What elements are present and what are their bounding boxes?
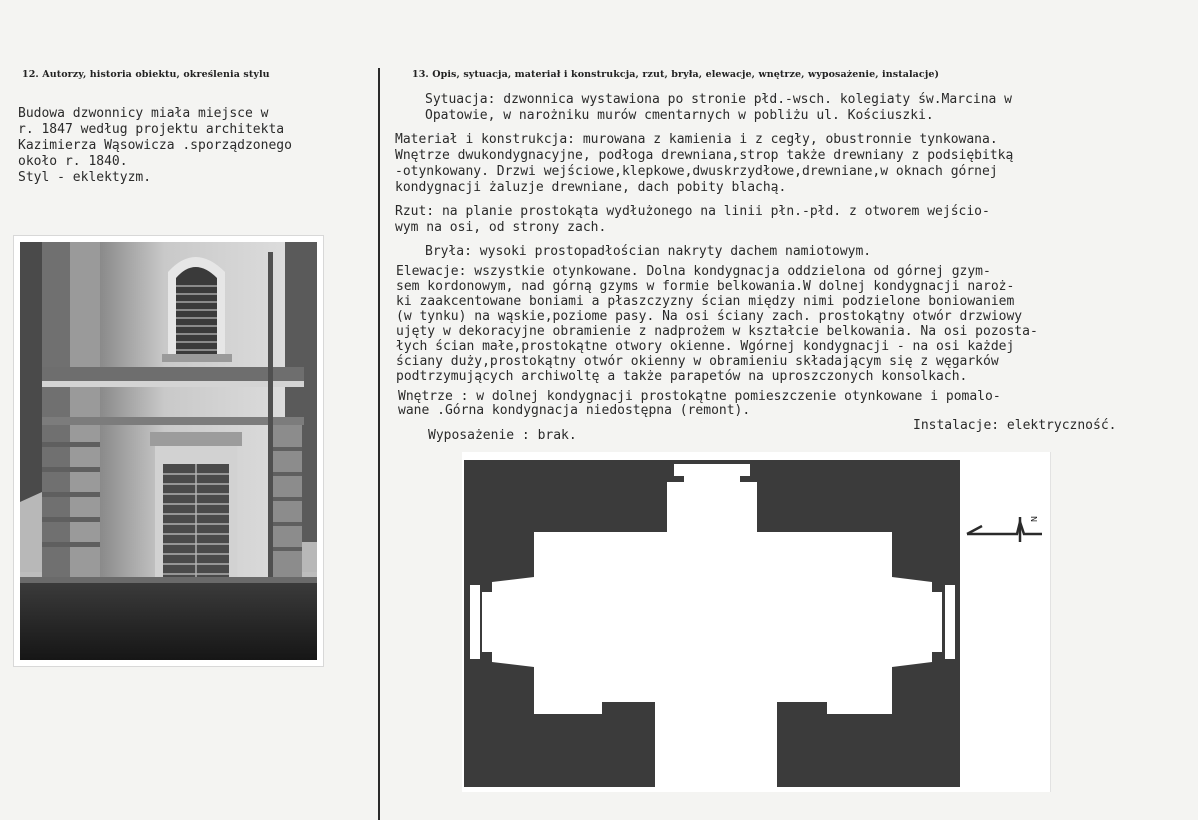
sytuacja-text — [425, 92, 1012, 124]
rzut-text — [395, 204, 990, 236]
text-line: ściany duży,prostokątny otwór okienny w obramieniu składającym się z węgarków — [396, 354, 999, 369]
text-line: Wnętrze dwukondygnacyjne, podłoga drewniana,strop także drewniany z podsiębitką — [395, 148, 1014, 163]
text-line: Sytuacja: dzwonnica wystawiona po stronie płd.-wsch. kolegiaty św.Marcina w — [425, 92, 1012, 107]
text-line: Bryła: wysoki prostopadłościan nakryty dachem namiotowym. — [425, 244, 872, 259]
column-divider — [378, 68, 380, 820]
text-line: Kazimierza Wąsowicza .sporządzonego — [18, 138, 292, 153]
text-line: Opatowie, w narożniku murów cmentarnych w pobliżu ul. Kościuszki. — [425, 108, 934, 123]
text-line: ujęty w dekoracyjne obramienie z nadprożem w kształcie belkowania. Na osi pozosta- — [396, 324, 1038, 339]
text-line: -otynkowany. Drzwi wejściowe,klepkowe,dwuskrzydłowe,drewniane,w oknach górnej — [395, 164, 998, 179]
plan-interior — [534, 532, 892, 714]
text-line: (w tynku) na wąskie,poziome pasy. Na osi ściany zach. prostokątny otwór drzwiowy — [396, 309, 1023, 324]
text-line: Rzut: na planie prostokąta wydłużonego na linii płn.-płd. z otworem wejścio- — [395, 204, 990, 219]
text-line: Elewacje: wszystkie otynkowane. Dolna kondygnacja oddzielona od górnej gzym- — [396, 264, 991, 279]
instalacje-text: Instalacje: elektryczność. — [913, 418, 1117, 433]
text-line: sem kordonowym, nad górną gzyms w formie belkowania.W dolnej kondygnacji naroż- — [396, 279, 1015, 294]
section-heading-12: 12. Autorzy, historia obiektu, określenia stylu — [22, 69, 270, 80]
text-line: kondygnacji żaluzje drewniane, dach pobity blachą. — [395, 180, 787, 195]
wnetrze-text — [398, 390, 1001, 418]
text-line: łych ścian małe,prostokątne otwory okienne. Wgórnej kondygnacji - na osi każdej — [396, 339, 1015, 354]
photo-frame — [13, 235, 324, 667]
text-line: Wnętrze : w dolnej kondygnacji prostokątne pomieszczenie otynkowane i pomalo- — [398, 389, 1001, 404]
section-heading-13: 13. Opis, sytuacja, materiał i konstrukcja, rzut, bryła, elewacje, wnętrze, wyposażenie, instalacje) — [412, 69, 940, 80]
text-line: wym na osi, od strony zach. — [395, 220, 607, 235]
text-line: podtrzymujących archiwoltę a także parapetów na uproszczonych konsolkach. — [396, 369, 968, 384]
elewacje-text — [396, 264, 1038, 384]
floor-plan — [462, 452, 1051, 792]
text-line: Materiał i konstrukcja: murowana z kamienia i z cegły, obustronnie tynkowana. — [395, 132, 998, 147]
text-line: Budowa dzwonnicy miała miejsce w — [18, 106, 269, 121]
history-text — [18, 106, 292, 186]
text-line: Styl - eklektyzm. — [18, 170, 152, 185]
north-label: N — [1030, 516, 1039, 522]
floor-plan-drawing — [462, 452, 1050, 792]
text-line: wane .Górna kondygnacja niedostępna (remont). — [398, 403, 751, 418]
bryla-text — [425, 244, 871, 260]
bell-tower-photo — [20, 242, 317, 660]
text-line: około r. 1840. — [18, 154, 128, 169]
text-line: r. 1847 według projektu architekta — [18, 122, 285, 137]
wyposazenie-text: Wyposażenie : brak. — [428, 428, 577, 443]
text-line: ki zaakcentowane boniami a płaszczyzny ścian między nimi podzielone boniowaniem — [396, 294, 1015, 309]
material-text — [395, 132, 1013, 196]
